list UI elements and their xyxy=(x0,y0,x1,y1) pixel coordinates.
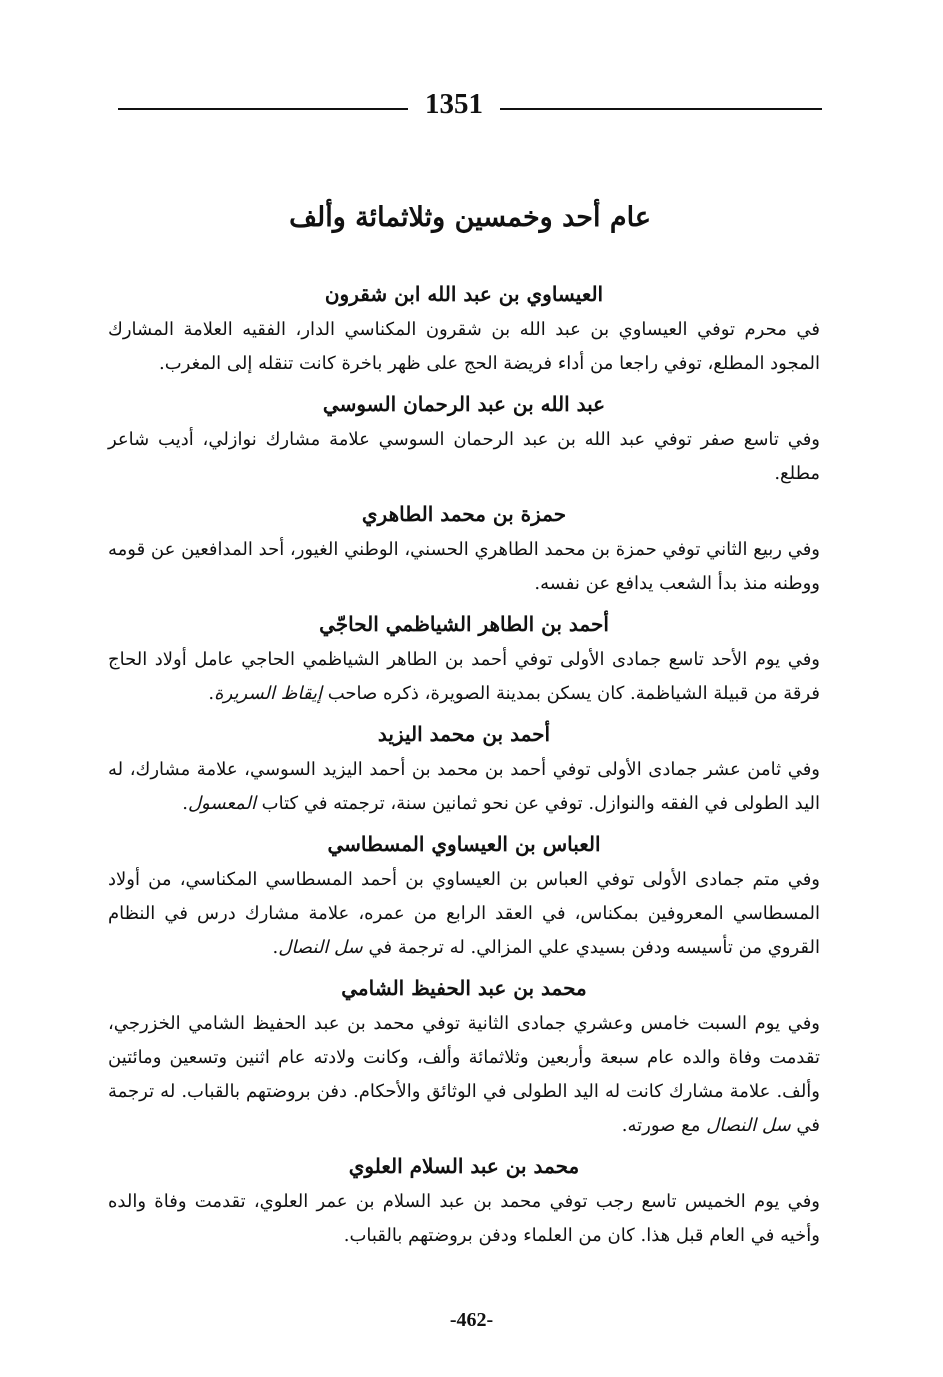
entry xyxy=(108,605,820,711)
entry xyxy=(108,275,820,381)
entry-name: العيساوي بن عبد الله ابن شقرون xyxy=(324,282,604,306)
header-year-number: 1351 xyxy=(425,88,483,120)
entry-name: حمزة بن محمد الطاهري xyxy=(361,502,567,526)
entry-text xyxy=(108,533,820,601)
entry-body-end: . xyxy=(272,937,279,958)
entry-body: وفي متم جمادى الأولى توفي العباس بن العيساوي بن أحمد المسطاسي المكناسي، من أولاد المسطاسي المعروفين بمكناس، في العقد الرابع من عمره، علامة مشارك درس في النظام القروي من تأسيسه ودفن بسيدي علي المزالي. له ترجمة في xyxy=(108,869,820,958)
entry-name: عبد الله بن عبد الرحمان السوسي xyxy=(322,392,606,416)
entry-body-end: . xyxy=(208,683,215,704)
book-reference: إيقاظ السريرة xyxy=(214,683,322,704)
year-section-title: عام أحد وخمسين وثلاثمائة وألف xyxy=(289,202,651,233)
book-reference: سل النصال xyxy=(706,1115,791,1136)
entry-text xyxy=(108,1185,820,1253)
entry-text xyxy=(108,1007,820,1143)
entry-text xyxy=(108,423,820,491)
book-reference: سل النصال xyxy=(278,937,363,958)
entry-text xyxy=(108,643,820,711)
entry-name: أحمد بن الطاهر الشياظمي الحاجّي xyxy=(319,612,609,636)
entry-body: في محرم توفي العيساوي بن عبد الله بن شقرون المكناسي الدار، الفقيه العلامة المشارك المجود المطلع، توفي راجعا من أداء فريضة الحج على ظهر باخرة كانت تنقله إلى المغرب. xyxy=(108,319,820,374)
entry-name: العباس بن العيساوي المسطاسي xyxy=(327,832,601,856)
obituary-entries xyxy=(108,275,820,1257)
entry-body: وفي يوم الأحد تاسع جمادى الأولى توفي أحمد بن الطاهر الشياظمي الحاجي عامل أولاد الحاج فرقة من قبيلة الشياظمة. كان يسكن بمدينة الصويرة، ذكره صاحب xyxy=(108,649,820,704)
entry xyxy=(108,385,820,491)
entry-body: وفي تاسع صفر توفي عبد الله بن عبد الرحمان السوسي علامة مشارك نوازلي، أديب شاعر مطلع. xyxy=(108,429,820,484)
entry-name: أحمد بن محمد اليزيد xyxy=(377,722,551,746)
entry-name: محمد بن عبد السلام العلوي xyxy=(348,1154,580,1178)
entry xyxy=(108,715,820,821)
entry-body: وفي ربيع الثاني توفي حمزة بن محمد الطاهري الحسني، الوطني الغيور، أحد المدافعين عن قومه ووطنه منذ بدأ الشعب يدافع عن نفسه. xyxy=(108,539,820,594)
book-reference: المعسول xyxy=(187,793,256,814)
entry-body-end: مع صورته. xyxy=(621,1115,707,1136)
entry xyxy=(108,1147,820,1253)
header-rule-left xyxy=(118,108,408,110)
entry-text xyxy=(108,313,820,381)
entry xyxy=(108,969,820,1143)
entry-text xyxy=(108,863,820,965)
entry-body: وفي ثامن عشر جمادى الأولى توفي أحمد بن محمد بن أحمد اليزيد السوسي، علامة مشارك، له اليد الطولى في الفقه والنوازل. توفي عن نحو ثمانين سنة، ترجمته في كتاب xyxy=(108,759,820,814)
entry-body: وفي يوم السبت خامس وعشري جمادى الثانية توفي محمد بن عبد الحفيظ الشامي الخزرجي، تقدمت وفاة والده عام سبعة وأربعين وثلاثمائة وألف، وكانت ولادته عام اثنين وتسعين ومائتين وألف. علامة مشارك كانت له اليد الطولى في الوثائق والأحكام. دفن بروضتهم بالقباب. له ترجمة في xyxy=(108,1013,820,1136)
entry-name: محمد بن عبد الحفيظ الشامي xyxy=(341,976,587,1000)
entry xyxy=(108,495,820,601)
header-rule-right xyxy=(500,108,822,110)
page-number: -462- xyxy=(449,1309,494,1331)
entry-body-end: . xyxy=(182,793,188,814)
entry-text xyxy=(108,753,820,821)
entry-body: وفي يوم الخميس تاسع رجب توفي محمد بن عبد السلام بن عمر العلوي، تقدمت وفاة والده وأخيه في العام قبل هذا. كان من العلماء ودفن بروضتهم بالقباب. xyxy=(108,1191,820,1246)
entry xyxy=(108,825,820,965)
